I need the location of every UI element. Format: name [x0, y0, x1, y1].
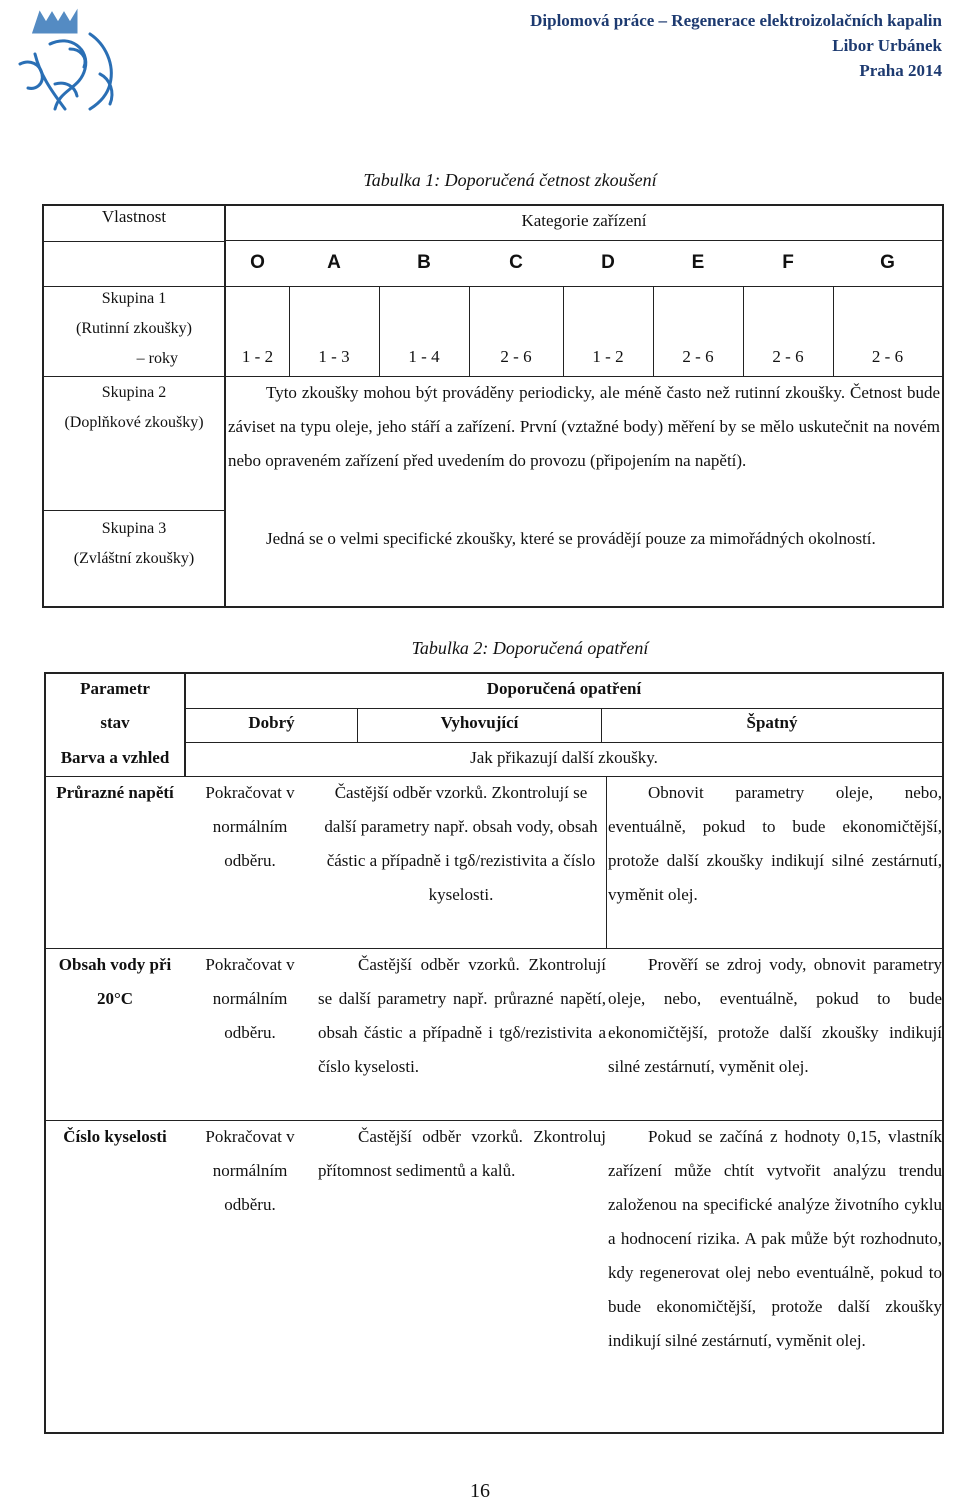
document-header — [530, 8, 942, 83]
group1-value-b: 1 - 4 — [408, 347, 440, 366]
param-water: Obsah vody při 20°C — [58, 955, 172, 1008]
category-b: B — [417, 252, 431, 273]
water-good: Pokračovat v normálním odběru. — [205, 955, 295, 1042]
measures-header: Doporučená opatření — [486, 679, 642, 698]
group1-value-a: 1 - 3 — [318, 347, 350, 366]
group3-label: Skupina 3 (Zvláštní zkoušky) — [73, 520, 195, 567]
category-a: A — [327, 252, 341, 273]
group1-value-e: 2 - 6 — [682, 347, 714, 366]
breakdown-ok: Častější odběr vzorků. Zkontrolují se další parametry např. obsah vody, obsah částic a případně i tgδ/rezistivita a číslo kyselosti. — [324, 783, 598, 904]
acid-good: Pokračovat v normálním odběru. — [205, 1127, 295, 1214]
university-logo — [10, 4, 130, 119]
state-bad: Špatný — [746, 713, 798, 732]
state-good: Dobrý — [248, 713, 295, 732]
acid-ok: Častější odběr vzorků. Zkontroluj přítomnost sedimentů a kalů. — [318, 1127, 606, 1180]
group1-label: Skupina 1 (Rutinní zkoušky) – roky — [76, 290, 192, 367]
author-name: Libor Urbánek — [832, 36, 942, 55]
state-label: stav — [100, 713, 130, 732]
acid-bad: Pokud se začíná z hodnoty 0,15, vlastník zařízení může chtít vytvořit analýzu trendu založenou na specifické analýze životního cyklu a hodnocení rizika. A pak může být rozhodnuto, kdy regenerovat olej nebo eventuálně, pokud to bude ekonomičtější, protože další zkoušky indikují silné zestárnutí, vyměnit olej. — [608, 1127, 942, 1350]
breakdown-bad: Obnovit parametry oleje, nebo, eventuálně, pokud to bude ekonomičtější, protože další zkoušky indikují silné zestárnutí, vyměnit olej. — [608, 783, 942, 904]
table2-caption: Tabulka 2: Doporučená opatření — [411, 638, 649, 658]
group1-value-f: 2 - 6 — [772, 347, 804, 366]
param-acid: Číslo kyselosti — [63, 1127, 167, 1146]
water-bad: Prověří se zdroj vody, obnovit parametry oleje, nebo, eventuálně, pokud to bude ekonomičtější, protože další zkoušky indikují silné zestárnutí, vyměnit olej. — [608, 955, 942, 1076]
property-header: Vlastnost — [101, 207, 167, 226]
param-color: Barva a vzhled — [60, 748, 170, 767]
category-header: Kategorie zařízení — [521, 211, 647, 230]
group3-text: Jedná se o velmi specifické zkoušky, které se provádějí pouze za mimořádných okolností. — [266, 529, 876, 548]
category-c: C — [509, 252, 523, 273]
place-year: Praha 2014 — [859, 61, 942, 80]
group1-value-g: 2 - 6 — [871, 347, 904, 366]
breakdown-good: Pokračovat v normálním odběru. — [205, 783, 295, 870]
water-ok: Častější odběr vzorků. Zkontrolují se další parametry např. průrazné napětí, obsah částic a případně i tgδ/rezistivita a číslo kyselosti. — [318, 955, 606, 1076]
category-d: D — [601, 252, 615, 273]
group1-value-o: 1 - 2 — [241, 347, 274, 366]
page-number: 16 — [470, 1480, 490, 1502]
param-breakdown: Průrazné napětí — [56, 783, 174, 802]
group2-label: Skupina 2 (Doplňkové zkoušky) — [64, 384, 204, 431]
category-g: G — [880, 252, 895, 273]
category-f: F — [782, 252, 794, 273]
param-header: Parametr — [80, 679, 150, 698]
state-ok: Vyhovující — [440, 713, 519, 732]
color-measure: Jak přikazují další zkoušky. — [470, 748, 658, 767]
group2-text: Tyto zkoušky mohou být prováděny periodicky, ale méně často než rutinní zkoušky. Četnost bude záviset na typu oleje, jeho stáří a zařízení. První (vztažné body) měření by se mělo uskutečnit na novém nebo opraveném zařízení před uvedením do provozu (připojením na napětí). — [228, 383, 940, 470]
table1-caption: Tabulka 1: Doporučená četnost zkoušení — [363, 170, 657, 190]
category-e: E — [691, 252, 705, 273]
category-o: O — [250, 252, 265, 273]
thesis-title: Diplomová práce – Regenerace elektroizolačních kapalin — [530, 11, 942, 30]
group1-value-d: 1 - 2 — [592, 347, 624, 366]
group1-value-c: 2 - 6 — [500, 347, 532, 366]
